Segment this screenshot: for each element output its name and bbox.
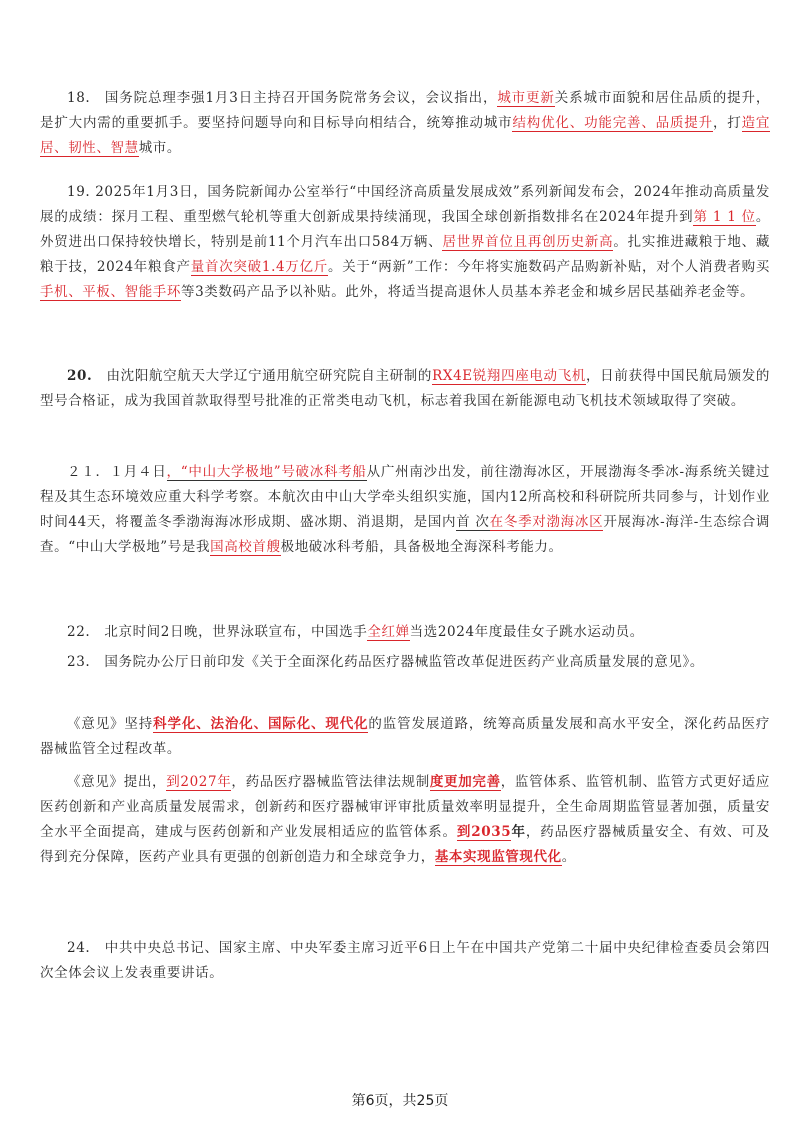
text: 22. 北京时间2日晚，世界泳联宣布，中国选手 [67,624,368,640]
highlight: 全红婵 [367,624,410,640]
highlight: 居世界首位且再创历史新高 [442,234,614,250]
paragraph-23 [40,650,770,675]
text: 。 [561,849,576,865]
text: ，药品医疗器械监管法律法规制 [231,774,430,790]
text: 从广州南沙出发，前往渤海冰区，开展渤海冬季冰-海系统关键过程及其生态环境效应重大科学考察。本航次由中山大学牵头组织实施，国内12所高校和科研院所共同参与，计划作业时间44天，将覆盖冬季渤海海冰形成期、盛冰期、消退期，是国内 [40,464,770,530]
text: 19. 2025年1月3日，国务院新闻办公室举行“中国经济高质量发展成效”系列新闻发布会，2024年推动高质量发展的成绩：探月工程、重型燃气轮机等重大创新成果持续涌现，我国全球创新指数排名在2024年提升到 [40,184,770,225]
text: 。扎实推进藏粮于地、藏粮于技，2024年粮食产 [40,234,770,275]
text: ，日前获得中国民航局颁发的型号合格证，成为我国首款取得型号批准的正常类电动飞机，标志着我国在新能源电动飞机技术领域取得了突破。 [40,368,770,409]
highlight: ，“中山大学极地”号破冰科考船 [166,464,367,480]
text: ２１．１月４日 [67,464,167,480]
highlight: RX4E锐翔四座电动飞机 [432,368,587,384]
text: ，药品医疗器械质量安全、有效、可及得到充分保障，医药产业具有更强的创新创造力和全球竞争力， [40,824,771,865]
highlight: 结构优化、功能完善、品质提升 [512,115,713,131]
paragraph-18 [40,86,770,161]
highlight: 在冬季对渤海冰区 [489,514,604,530]
text: ，打 [712,115,742,131]
text: 18. 国务院总理李强1月3日主持召开国务院常务会议，会议指出， [67,90,498,106]
paragraph-21 [40,460,770,560]
text: 开展海冰-海洋-生态综合调查。“中山大学极地”号是我 [40,514,770,555]
highlight: 科学化、法治化、国际化、现代化 [153,716,369,732]
highlight: 第 1 1 位 [693,209,756,225]
paragraph-19 [40,180,770,305]
highlight: 基本实现监管现代化 [434,849,562,865]
text: 《意见》提出， [67,774,167,790]
text: 极地破冰科考船，具备极地全海深科考能力。 [280,539,563,555]
text: 等3类数码产品予以补贴。此外，将适当提高退休人员基本养老金和城乡居民基础养老金等。 [181,284,755,300]
page-footer: 第6页，共25页 [351,1093,449,1109]
underline: 首 次 [456,514,490,530]
paragraph-23-opinion-2 [40,770,770,870]
text: 由沈阳航空航天大学辽宁通用航空研究院自主研制的 [92,368,433,384]
text: 。关于“两新”工作：今年将实施数码产品购新补贴，对个人消费者购买 [327,259,770,275]
highlight: 到2035 [456,824,512,840]
text: 24. 中共中央总书记、国家主席、中央军委主席习近平6日上午在中国共产党第二十届中央纪律检查委员会第四次全体会议上发表重要讲话。 [40,940,770,981]
highlight: 造宜居、韧性、智慧 [40,115,770,156]
text: 。外贸进出口保持较快增长，特别是前11个月汽车出口584万辆、 [40,209,770,250]
text: 的监管发展道路，统筹高质量发展和高水平安全，深化药品医疗器械监管全过程改革。 [40,716,770,757]
paragraph-20 [40,364,770,414]
text: 关系城市面貌和居住品质的提升，是扩大内需的重要抓手。要坚持问题导向和目标导向相结合，统筹推动城市 [40,90,770,131]
highlight: 国高校首艘 [210,539,281,555]
highlight: 量首次突破1.4万亿斤 [190,259,328,275]
highlight: 手机、平板、智能手环 [40,284,181,300]
paragraph-23-opinion-1 [40,712,770,762]
highlight: 到2027年 [166,774,232,790]
highlight: 城市更新 [497,90,555,106]
text: ，监管体系、监管机制、监管方式更好适应医药创新和产业高质量发展需求，创新药和医疗器械审评审批质量效率明显提升，全生命周期监管显著加强，质量安全水平全面提高，建成与医药创新和产业发展相适应的监管体系。 [40,774,770,840]
item-number: 20. [67,368,93,384]
text: 当选2024年度最佳女子跳水运动员。 [409,624,644,640]
highlight: 度更加完善 [429,774,501,790]
paragraph-22 [40,620,770,645]
paragraph-24 [40,936,770,986]
text: 23. 国务院办公厅日前印发《关于全面深化药品医疗器械监管改革促进医药产业高质量发展的意见》。 [67,654,704,670]
text: 《意见》坚持 [67,716,154,732]
text: 城市。 [138,140,182,156]
bold-text: 年 [511,824,526,840]
